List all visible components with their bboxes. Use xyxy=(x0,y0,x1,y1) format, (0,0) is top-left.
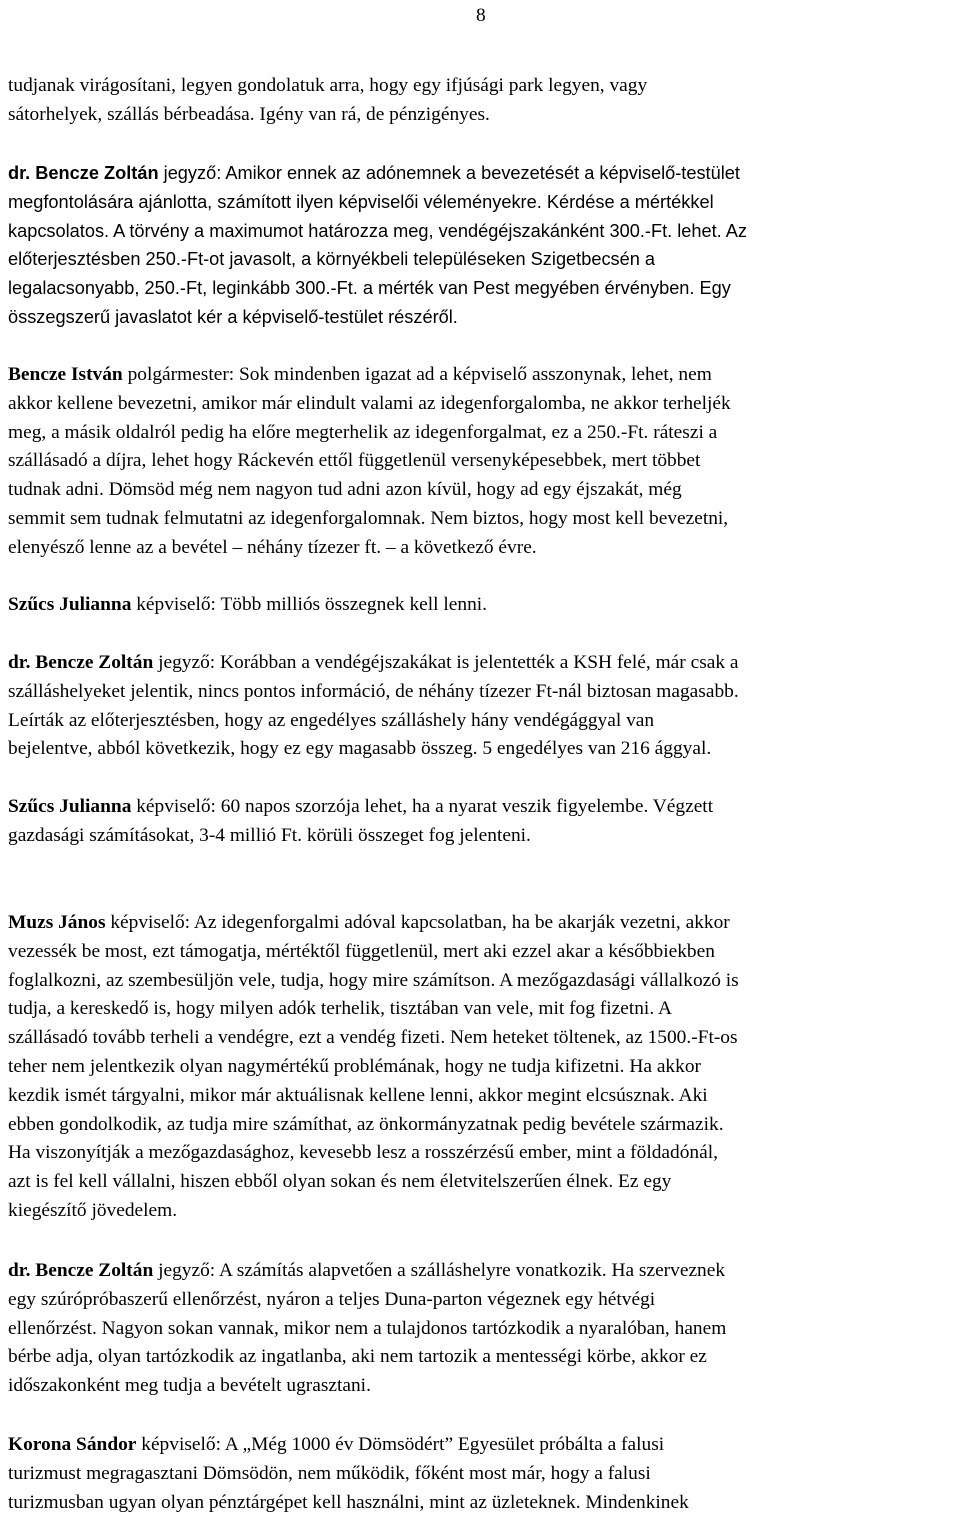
line-text: egy szúrópróbaszerű ellenőrzést, nyáron a teljes Duna-parton végeznek egy hétvégi xyxy=(8,1288,656,1310)
speaker-name: Szűcs Julianna xyxy=(8,796,132,817)
line-text: szállásadó a díjra, lehet hogy Ráckevén ettől függetlenül versenyképesebbek, mert többet xyxy=(8,450,701,472)
text-line xyxy=(8,1053,960,1082)
text-line xyxy=(8,1257,960,1286)
text-line xyxy=(8,591,960,620)
line-text: elenyésző lenne az a bevétel – néhány tízezer ft. – a következő évre. xyxy=(8,536,537,558)
line-text: képviselő: Az idegenforgalmi adóval kapcsolatban, ha be akarják vezetni, akkor xyxy=(105,912,730,933)
line-text: ellenőrzést. Nagyon sokan vannak, mikor nem a tulajdonos tartózkodik a nyaralóban, hanem xyxy=(8,1317,727,1339)
line-text: képviselő: Több milliós összegnek kell lenni. xyxy=(131,594,488,615)
text-line xyxy=(8,101,960,130)
paragraph xyxy=(8,909,960,1226)
line-text: időszakonként meg tudja a bevételt ugrasztani. xyxy=(8,1375,371,1397)
line-text: tudjanak virágosítani, legyen gondolatuk arra, hogy egy ifjúsági park legyen, vagy xyxy=(8,75,648,96)
text-line xyxy=(8,1197,960,1226)
text-line xyxy=(8,1489,960,1518)
text-line xyxy=(8,707,960,736)
paragraph xyxy=(8,591,960,620)
text-line xyxy=(8,245,960,274)
line-text: polgármester: Sok mindenben igazat ad a képviselő asszonynak, lehet, nem xyxy=(122,364,712,385)
text-line xyxy=(8,793,960,822)
speaker-name: Szűcs Julianna xyxy=(8,594,132,615)
text-line xyxy=(8,361,960,390)
line-text: tudnak adni. Dömsöd még nem nagyon tud adni azon kívül, hogy ad egy éjszakát, még xyxy=(8,479,682,501)
text-line xyxy=(8,159,960,188)
text-line xyxy=(8,534,960,563)
line-text: tudja, a kereskedő is, hogy milyen adók terhelik, tisztában van vele, mit fog fizetni. A xyxy=(8,998,672,1020)
text-line xyxy=(8,1024,960,1053)
line-text: jegyző: Korábban a vendégéjszakákat is jelentették a KSH felé, már csak a xyxy=(153,652,739,673)
text-line xyxy=(8,1343,960,1372)
text-line xyxy=(8,1460,960,1489)
line-text: azt is fel kell vállalni, hiszen ebből olyan sokan és nem életvitelszerűen élnek. Ez egy xyxy=(8,1171,672,1193)
line-text: teher nem jelentkezik olyan nagymértékű problémának, hogy ne tudja kifizetni. Ha akkor xyxy=(8,1055,701,1077)
text-line xyxy=(8,938,960,967)
line-text: semmit sem tudnak felmutatni az idegenforgalomnak. Nem biztos, hogy most kell bevezetni, xyxy=(8,507,729,529)
line-text: foglalkozni, az szembesüljön vele, tudja, hogy mire számítson. A mezőgazdasági vállalkozó is xyxy=(8,969,739,991)
paragraph xyxy=(8,1257,960,1401)
text-line xyxy=(8,188,960,217)
paragraph xyxy=(8,1431,960,1517)
text-line xyxy=(8,72,960,101)
line-text: megfontolására ajánlotta, számított ilyen képviselői véleményekre. Kérdése a mértékkel xyxy=(8,191,714,212)
text-line xyxy=(8,1139,960,1168)
speaker-name: dr. Bencze Zoltán xyxy=(8,652,154,673)
text-line xyxy=(8,419,960,448)
line-text: bejelentve, abból következik, hogy ez egy magasabb összeg. 5 engedélyes van 216 ággyal. xyxy=(8,738,712,760)
text-line xyxy=(8,678,960,707)
text-line xyxy=(8,1111,960,1140)
text-line xyxy=(8,1315,960,1344)
text-line xyxy=(8,967,960,996)
text-line xyxy=(8,1372,960,1401)
line-text: kezdik ismét tárgyalni, mikor már aktuálisnak kellene lenni, akkor megint elcsúsznak. Aki xyxy=(8,1084,708,1106)
paragraph xyxy=(8,72,960,130)
text-line xyxy=(8,476,960,505)
text-line xyxy=(8,909,960,938)
line-text: képviselő: A „Még 1000 év Dömsödért” Egyesület próbálta a falusi xyxy=(136,1434,665,1455)
speaker-name: dr. Bencze Zoltán xyxy=(8,163,159,183)
text-line xyxy=(8,390,960,419)
text-line xyxy=(8,735,960,764)
line-text: képviselő: 60 napos szorzója lehet, ha a nyarat veszik figyelembe. Végzett xyxy=(131,796,714,817)
line-text: turizmusban ugyan olyan pénztárgépet kell használni, mint az üzleteknek. Mindenkinek xyxy=(8,1491,689,1513)
line-text: Ha viszonyítják a mezőgazdasághoz, kevesebb lesz a rosszérzésű ember, mint a földadónál, xyxy=(8,1142,718,1164)
text-line xyxy=(8,649,960,678)
speaker-name: Muzs János xyxy=(8,912,106,933)
line-text: Leírták az előterjesztésben, hogy az engedélyes szálláshely hány vendégággyal van xyxy=(8,709,655,731)
page-number: 8 xyxy=(476,5,486,26)
paragraph xyxy=(8,361,960,563)
line-text: szálláshelyeket jelentik, nincs pontos információ, de néhány tízezer Ft-nál biztosan magasabb. xyxy=(8,680,739,702)
text-line xyxy=(8,505,960,534)
line-text: vezessék be most, ezt támogatja, mértéktől függetlenül, mert aki ezzel akar a későbbiekben xyxy=(8,940,715,962)
line-text: összegszerű javaslatot kér a képviselő-testület részéről. xyxy=(8,306,458,327)
line-text: meg, a másik oldalról pedig ha előre megterhelik az idegenforgalmat, ez a 250.-Ft. ráteszi a xyxy=(8,421,718,443)
line-text: jegyző: Amikor ennek az adónemnek a bevezetését a képviselő-testület xyxy=(158,163,740,183)
line-text: kapcsolatos. A törvény a maximumot határozza meg, vendégéjszakánként 300.-Ft. lehet. Az xyxy=(8,220,748,241)
text-line xyxy=(8,303,960,332)
paragraph xyxy=(8,649,960,764)
speaker-name: Bencze István xyxy=(8,364,123,385)
text-line xyxy=(8,217,960,246)
line-text: turizmust megragasztani Dömsödön, nem működik, főként most már, hogy a falusi xyxy=(8,1462,651,1484)
text-line xyxy=(8,1431,960,1460)
text-line xyxy=(8,1168,960,1197)
line-text: szállásadó tovább terheli a vendégre, ezt a vendég fizeti. Nem heteket töltenek, az 1500.-Ft-os xyxy=(8,1027,738,1049)
line-text: bérbe adja, olyan tartózkodik az ingatlanba, aki nem tartozik a mentességi körbe, akkor ez xyxy=(8,1346,707,1368)
line-text: kiegészítő jövedelem. xyxy=(8,1199,178,1221)
line-text: előterjesztésben 250.-Ft-ot javasolt, a környékbeli településeken Szigetbecsén a xyxy=(8,249,656,270)
line-text: legalacsonyabb, 250.-Ft, leginkább 300.-Ft. a mérték van Pest megyében érvényben. Egy xyxy=(8,278,731,299)
speaker-name: dr. Bencze Zoltán xyxy=(8,1260,154,1281)
text-line xyxy=(8,995,960,1024)
text-line xyxy=(8,1286,960,1315)
line-text: gazdasági számításokat, 3-4 millió Ft. körüli összeget fog jelenteni. xyxy=(8,824,531,846)
line-text: sátorhelyek, szállás bérbeadása. Igény van rá, de pénzigényes. xyxy=(8,103,490,125)
line-text: ebben gondolkodik, az tudja mire számíthat, az önkormányzatnak pedig bevétele származik. xyxy=(8,1113,724,1135)
paragraph xyxy=(8,159,960,332)
speaker-name: Korona Sándor xyxy=(8,1434,137,1455)
line-text: jegyző: A számítás alapvetően a szálláshelyre vonatkozik. Ha szerveznek xyxy=(153,1260,726,1281)
line-text: akkor kellene bevezetni, amikor már elindult valami az idegenforgalomba, ne akkor terheljék xyxy=(8,392,731,414)
text-line xyxy=(8,447,960,476)
text-line xyxy=(8,274,960,303)
text-line xyxy=(8,822,960,851)
text-line xyxy=(8,1082,960,1111)
paragraph xyxy=(8,793,960,851)
